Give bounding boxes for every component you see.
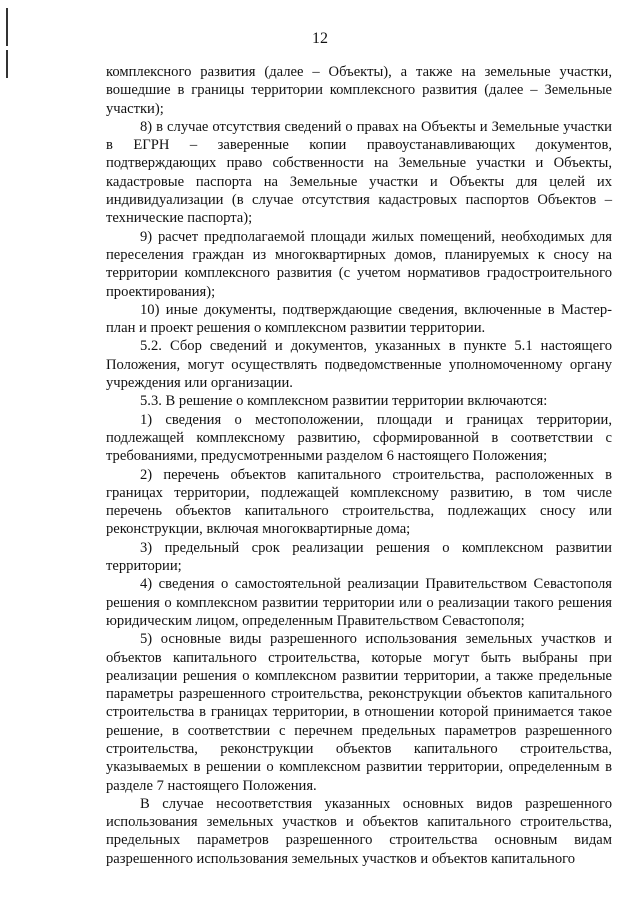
- paragraph-continuation: комплексного развития (далее – Объекты), а также на земельные участки, вошедшие в границы территории комплексного развития (далее – Земельные участки);: [106, 64, 612, 117]
- paragraph-5-3-item-1: 1) сведения о местоположении, площади и границах территории, подлежащей комплексному развитию, сформированной в соответствии с требованиями, предусмотренными разделом 6 настоящего Положения;: [106, 411, 612, 465]
- paragraph-item-8: 8) в случае отсутствия сведений о правах на Объекты и Земельные участки в ЕГРН – заверенные копии правоустанавливающих документов, подтверждающих право собственности на Земельные участки и Объекты, кадастровые паспорта на Земельные участки и Объекты для целей их индивидуализации (в случае отсутствия кадастровых паспортов Объектов – технические паспорта);: [106, 118, 612, 227]
- paragraph-5-3: 5.3. В решение о комплексном развитии территории включаются:: [140, 393, 548, 410]
- paragraph-5-2: 5.2. Сбор сведений и документов, указанных в пункте 5.1 настоящего Положения, могут осуществлять подведомственные уполномоченному органу учреждения или организации.: [106, 338, 612, 392]
- document-body: [106, 63, 612, 868]
- paragraph-item-9: 9) расчет предполагаемой площади жилых помещений, необходимых для переселения граждан из многоквартирных домов, планируемых к сносу на территории комплексного развития (с учетом нормативов градостроительного проектирования);: [106, 228, 612, 300]
- paragraph-item-10: 10) иные документы, подтверждающие сведения, включенные в Мастер-план и проект решения о комплексном развитии территории.: [106, 301, 612, 337]
- paragraph-discrepancy: В случае несоответствия указанных основных видов разрешенного использования земельных участков и объектов капитального строительства, предельных параметров разрешенного строительства основным видам разрешенного использования земельных участков и объектов капитального: [106, 795, 612, 867]
- paragraph-5-3-item-3: 3) предельный срок реализации решения о комплексном развитии территории;: [106, 539, 612, 575]
- page-number: 12: [312, 30, 328, 47]
- scan-edge-mark: [6, 50, 8, 78]
- paragraph-5-3-item-2: 2) перечень объектов капитального строительства, расположенных в границах территории, подлежащей комплексному развитию, в том числе перечень объектов капитального строительства, подлежащих сносу или реконструкции, включая многоквартирные дома;: [106, 466, 612, 538]
- paragraph-5-3-item-4: 4) сведения о самостоятельной реализации Правительством Севастополя решения о комплексном развитии территории или о реализации такого решения юридическим лицом, определенным Правительством Севастополя;: [106, 576, 612, 629]
- paragraph-5-3-item-5: 5) основные виды разрешенного использования земельных участков и объектов капитального строительства, которые могут быть выбраны при реализации решения о комплексном развитии территории, а также предельные параметры разрешенного строительства, реконструкции объектов капитального строительства в границах территории, в отношении которой принимается такое решение, в соответствии с перечнем предельных параметров разрешенного строительства, реконструкции объектов капитального строительства, указываемых в решении о комплексном развитии территории, определенным в разделе 7 настоящего Положения.: [106, 631, 612, 794]
